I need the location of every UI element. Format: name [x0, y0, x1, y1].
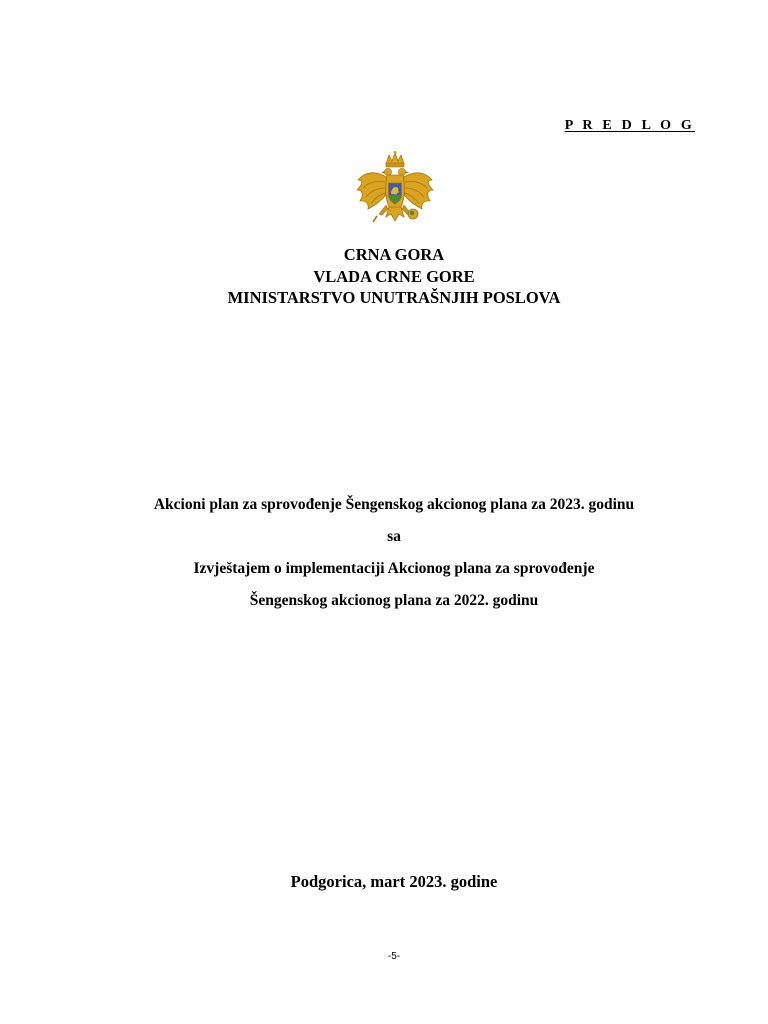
place-and-date: Podgorica, mart 2023. godine — [290, 872, 498, 891]
montenegro-coat-of-arms-icon — [355, 150, 435, 230]
title-line-4: Šengenskog akcionog plana za 2022. godinu — [249, 592, 539, 609]
government-name: VLADA CRNE GORE — [313, 266, 475, 286]
page-number: -5- — [387, 951, 401, 962]
document-status-label: P R E D L O G — [564, 118, 695, 133]
title-line-3: Izvještajem o implementaciji Akcionog plana za sprovođenje — [193, 560, 595, 577]
ministry-name: MINISTARSTVO UNUTRAŠNJIH POSLOVA — [227, 288, 561, 307]
document-title — [0, 495, 768, 623]
crown-icon — [386, 151, 404, 167]
title-line-1: Akcioni plan za sprovođenje Šengenskog akcionog plana za 2023. godinu — [153, 496, 635, 513]
title-line-2: sa — [387, 528, 401, 545]
country-name: CRNA GORA — [343, 245, 445, 264]
organization-header — [0, 244, 768, 309]
